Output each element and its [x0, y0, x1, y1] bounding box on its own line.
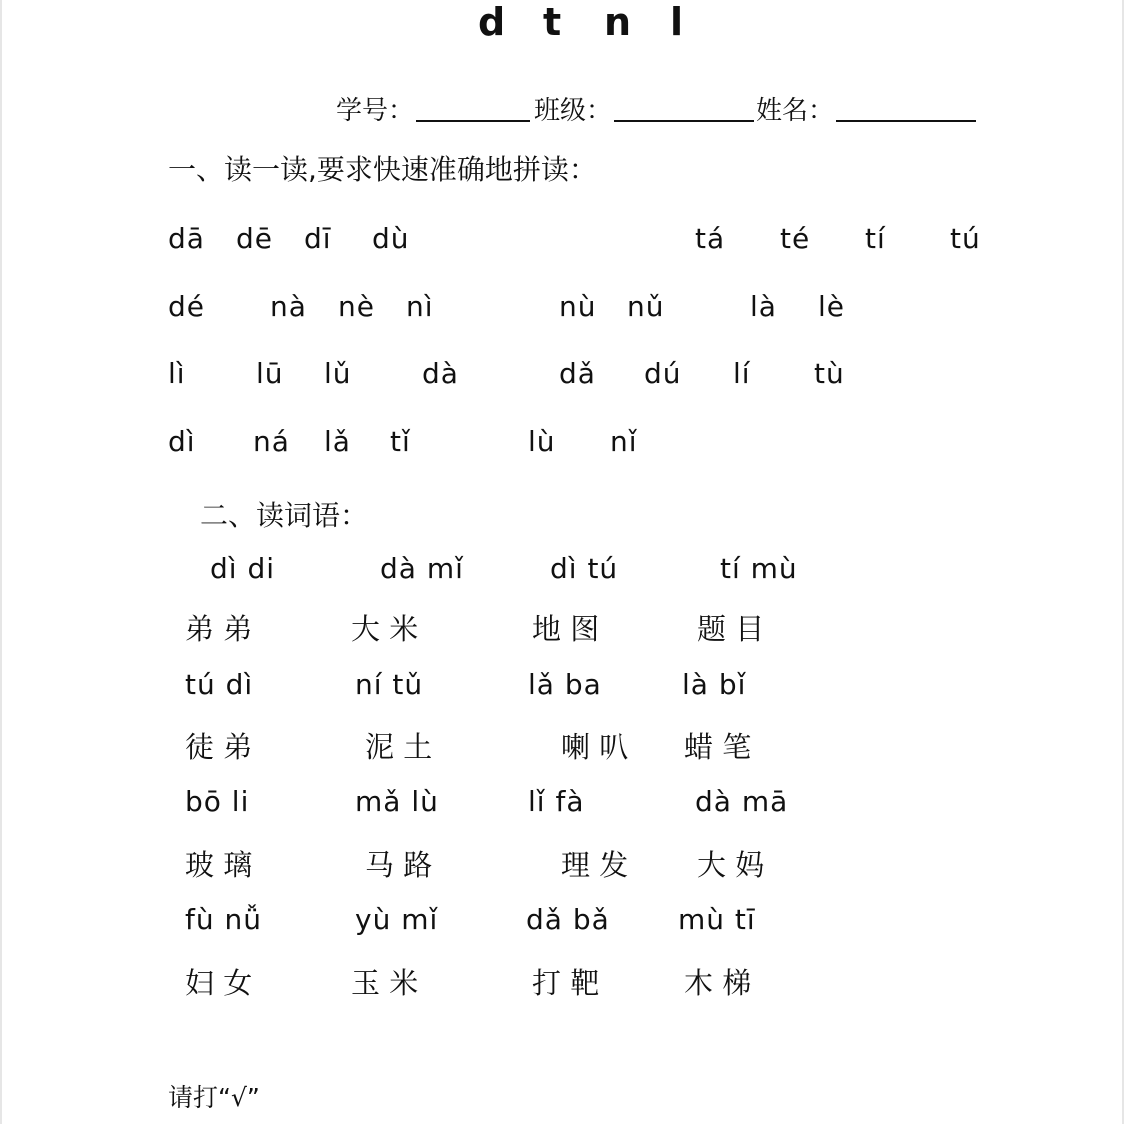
syllable: tú — [950, 222, 981, 255]
syllable: dà — [422, 357, 459, 390]
syllable: tí — [865, 222, 886, 255]
section1-heading: 一、读一读,要求快速准确地拼读： — [168, 153, 597, 186]
word-hanzi: 打 靶 — [532, 966, 600, 1000]
syllable: dī — [304, 222, 332, 255]
word-pinyin: mù tī — [678, 903, 756, 936]
word-pinyin: là bǐ — [682, 668, 747, 701]
word-pinyin: dì tú — [550, 552, 619, 585]
word-hanzi: 理 发 — [561, 848, 629, 882]
word-hanzi: 蜡 笔 — [684, 730, 752, 764]
word-pinyin: mǎ lù — [355, 785, 439, 818]
word-hanzi: 玉 米 — [351, 966, 419, 1000]
syllable: ná — [253, 425, 290, 458]
syllable: tǐ — [390, 425, 411, 458]
word-pinyin: bō li — [185, 785, 250, 818]
word-hanzi: 大 妈 — [697, 848, 765, 882]
syllable: nǔ — [627, 290, 665, 323]
word-pinyin: dì di — [210, 552, 276, 585]
word-hanzi: 喇 叭 — [561, 730, 629, 764]
syllable: nì — [406, 290, 434, 323]
word-hanzi: 泥 土 — [365, 730, 433, 764]
syllable: lì — [168, 357, 186, 390]
class-label: 班级： — [534, 96, 613, 126]
word-hanzi: 题 目 — [697, 612, 765, 646]
student-number-field[interactable] — [416, 120, 530, 122]
syllable: dā — [168, 222, 205, 255]
syllable: dé — [168, 290, 205, 323]
syllable: dù — [372, 222, 410, 255]
title-letter-n: n — [604, 0, 634, 44]
word-hanzi: 马 路 — [365, 848, 433, 882]
syllable: nù — [559, 290, 597, 323]
syllable: tù — [814, 357, 845, 390]
title-letter-l: l — [670, 0, 686, 44]
word-pinyin: dǎ bǎ — [526, 903, 610, 936]
syllable: lù — [528, 425, 556, 458]
syllable: lí — [733, 357, 751, 390]
word-hanzi: 大 米 — [351, 612, 419, 646]
word-pinyin: lǐ fà — [528, 785, 585, 818]
word-pinyin: ní tǔ — [355, 668, 424, 701]
word-pinyin: tí mù — [720, 552, 798, 585]
class-field[interactable] — [614, 120, 754, 122]
syllable: lū — [256, 357, 284, 390]
syllable: té — [780, 222, 811, 255]
word-pinyin: tú dì — [185, 668, 254, 701]
word-pinyin: yù mǐ — [355, 903, 439, 936]
word-hanzi: 地 图 — [532, 612, 600, 646]
word-hanzi: 木 梯 — [684, 966, 752, 1000]
checkmark-instruction: 请打“√” — [168, 1083, 260, 1112]
syllable: là — [750, 290, 777, 323]
word-pinyin: dà mǐ — [380, 552, 464, 585]
syllable: dú — [644, 357, 682, 390]
word-hanzi: 玻 璃 — [185, 848, 253, 882]
syllable: nǐ — [610, 425, 638, 458]
word-pinyin: lǎ ba — [528, 668, 602, 701]
syllable: dǎ — [559, 357, 596, 390]
title-letter-t: t — [543, 0, 564, 44]
student-number-label: 学号： — [336, 96, 415, 126]
syllable: lè — [818, 290, 846, 323]
word-pinyin: fù nǚ — [185, 903, 262, 936]
word-hanzi: 弟 弟 — [185, 612, 253, 646]
syllable: nà — [270, 290, 307, 323]
syllable: dì — [168, 425, 196, 458]
word-hanzi: 徒 弟 — [185, 730, 253, 764]
syllable: tá — [695, 222, 726, 255]
section2-heading: 二、读词语： — [200, 499, 369, 532]
word-pinyin: dà mā — [695, 785, 789, 818]
name-field[interactable] — [836, 120, 976, 122]
syllable: lǎ — [324, 425, 351, 458]
syllable: dē — [236, 222, 273, 255]
syllable: lǔ — [324, 357, 352, 390]
title-letter-d: d — [478, 0, 508, 44]
syllable: nè — [338, 290, 375, 323]
name-label: 姓名： — [756, 96, 835, 126]
word-hanzi: 妇 女 — [185, 966, 253, 1000]
